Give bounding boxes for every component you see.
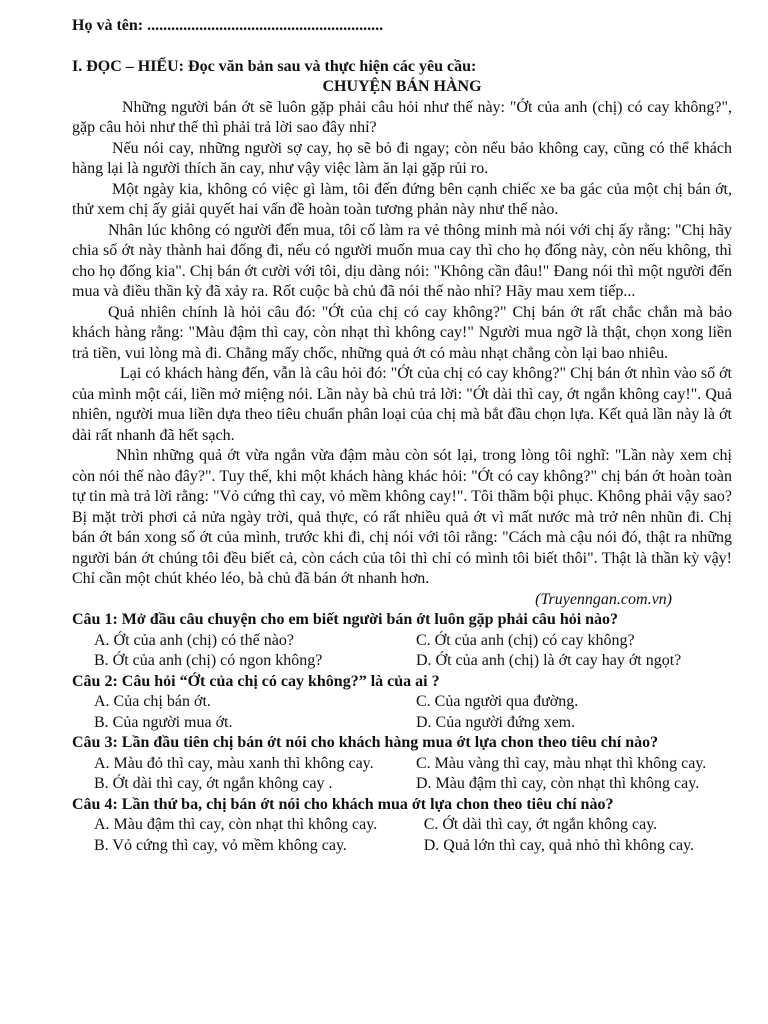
answer-option: D. Màu đậm thì cay, còn nhạt thì không cay.: [416, 775, 700, 792]
question-3-options: [72, 754, 732, 795]
answer-option: A. Màu đậm thì cay, còn nhạt thì không cay.: [94, 816, 378, 833]
question-4-options: [72, 815, 732, 856]
story-paragraph: Những người bán ớt sẽ luôn gặp phải câu hỏi như thế này: "Ớt của anh (chị) có cay không?", gặp câu hỏi như thế thì phải trả lời sao đây nhỉ?: [72, 98, 732, 136]
answer-option: A. Màu đỏ thì cay, màu xanh thì không cay.: [94, 754, 374, 772]
story-paragraph: Một ngày kia, không có việc gì làm, tôi đến đứng bên cạnh chiếc xe ba gác của một chị bán ớt, thử xem chị ấy giải quyết hai vấn đề hoàn toàn tương phản này như thế nào.: [72, 180, 732, 218]
question-3: Câu 3: Lần đầu tiên chị bán ớt nói cho khách hàng mua ớt lựa chon theo tiêu chí nào?: [72, 734, 659, 751]
answer-option: C. Ớt dài thì cay, ớt ngắn không cay.: [423, 816, 658, 833]
answer-option: B. Ớt dài thì cay, ớt ngắn không cay .: [94, 775, 333, 792]
story-source: (Truyenngan.com.vn): [535, 590, 672, 608]
answer-option: B. Của người mua ớt.: [94, 713, 233, 731]
name-blank: ...........................................................: [147, 17, 384, 34]
answer-option: A. Ớt của anh (chị) có thế nào?: [94, 631, 294, 649]
question-1: Câu 1: Mở đầu câu chuyện cho em biết người bán ớt luôn gặp phải câu hỏi nào?: [72, 611, 619, 628]
question-2-options: [72, 692, 732, 733]
story-paragraph: Nhìn những quả ớt vừa ngắn vừa đậm màu còn sót lại, trong lòng tôi nghĩ: "Lần này xem chị còn nói thế nào đây?". Tuy thế, khi một khách hàng khác hỏi: "Ớt có cay không?" chị bán ớt hoàn toàn tự tin mà trả lời rằng: "Vỏ cứng thì cay, vỏ mềm không cay!". Tôi thầm bội phục. Không phải vậy sao? Bị mặt trời phơi cả nửa ngày trời, quả thực, có rất nhiều quả ớt vì mất nước mà trở nên nhũn đi. Chị bán ớt bán xong số ớt của mình, trước khi đi, chị nói với tôi rằng: "Cách mà cậu nói đó, thật ra những người bán ớt chúng tôi đều biết cả, còn cách của tôi thì chỉ có mình tôi biết thôi". Thật là thần kỳ vậy! Chỉ cần một chút khéo léo, bà chủ đã bán ớt nhanh hơn.: [72, 447, 732, 587]
story-paragraph: Lại có khách hàng đến, vẫn là câu hỏi đó: "Ớt của chị có cay không?" Chị bán ớt nhìn vào số ớt của mình một cái, liền mở miệng nói. Lần này bà chủ trả lời: "Ớt dài thì cay, ớt ngắn không cay!". Quả nhiên, người mua liền dựa theo tiêu chuẩn phân loại của chị mà bắt đầu chọn lựa. Kết quả lần này là ớt dài rất nhanh đã hết sạch.: [72, 365, 732, 444]
story-paragraph: Nhân lúc không có người đến mua, tôi cố làm ra vẻ thông minh mà nói với chị ấy rằng: "Chị hãy chia số ớt này thành hai đống đi, nếu có người muốn mua cay thì cho họ đống này, còn nếu không, thì cho họ đống kia". Chị bán ớt cười với tôi, dịu dàng nói: "Không cần đâu!" Đang nói thì một người đến mua và điều thần kỳ đã xảy ra. Rốt cuộc bà chủ đã nói thế nào nhỉ? Hãy mau xem tiếp...: [72, 221, 732, 300]
question-1-options: [72, 631, 732, 672]
question-2: Câu 2: Câu hỏi “Ớt của chị có cay không?” là của ai ?: [72, 672, 440, 690]
story-paragraph: Quả nhiên chính là hỏi câu đó: "Ớt của chị có cay không?" Chị bán ớt rất chắc chắn mà bảo khách hàng rằng: "Màu đậm thì cay, còn nhạt thì không cay!" Người mua ngỡ là thật, chọn xong liền trả tiền, vui lòng mà đi. Chẳng mấy chốc, những quả ớt có màu nhạt chẳng còn lại bao nhiêu.: [72, 303, 732, 362]
answer-option: C. Của người qua đường.: [416, 693, 579, 710]
answer-option: C. Màu vàng thì cay, màu nhạt thì không cay.: [416, 754, 707, 772]
answer-option: B. Ớt của anh (chị) có ngon không?: [94, 652, 323, 669]
answer-option: B. Vỏ cứng thì cay, vỏ mềm không cay.: [94, 836, 347, 854]
student-name-line: [72, 16, 732, 37]
story-paragraph: Nếu nói cay, những người sợ cay, họ sẽ bỏ đi ngay; còn nếu bảo không cay, cũng có thể khách hàng lại là người thích ăn cay, như vậy việc làm ăn lại gặp rủi ro.: [72, 139, 732, 177]
question-4: Câu 4: Lần thứ ba, chị bán ớt nói cho khách mua ớt lựa chon theo tiêu chí nào?: [72, 795, 614, 813]
story-title: CHUYỆN BÁN HÀNG: [322, 78, 482, 95]
answer-option: C. Ớt của anh (chị) có cay không?: [416, 631, 635, 649]
section-title: I. ĐỌC – HIỂU: Đọc văn bản sau và thực hiện các yêu cầu:: [72, 57, 477, 75]
answer-option: A. Của chị bán ớt.: [94, 693, 211, 710]
answer-option: D. Quả lớn thì cay, quả nhỏ thì không cay.: [423, 836, 695, 854]
name-label: Họ và tên:: [72, 17, 148, 34]
answer-option: D. Ớt của anh (chị) là ớt cay hay ớt ngọt?: [416, 652, 682, 669]
answer-option: D. Của người đứng xem.: [416, 713, 576, 731]
